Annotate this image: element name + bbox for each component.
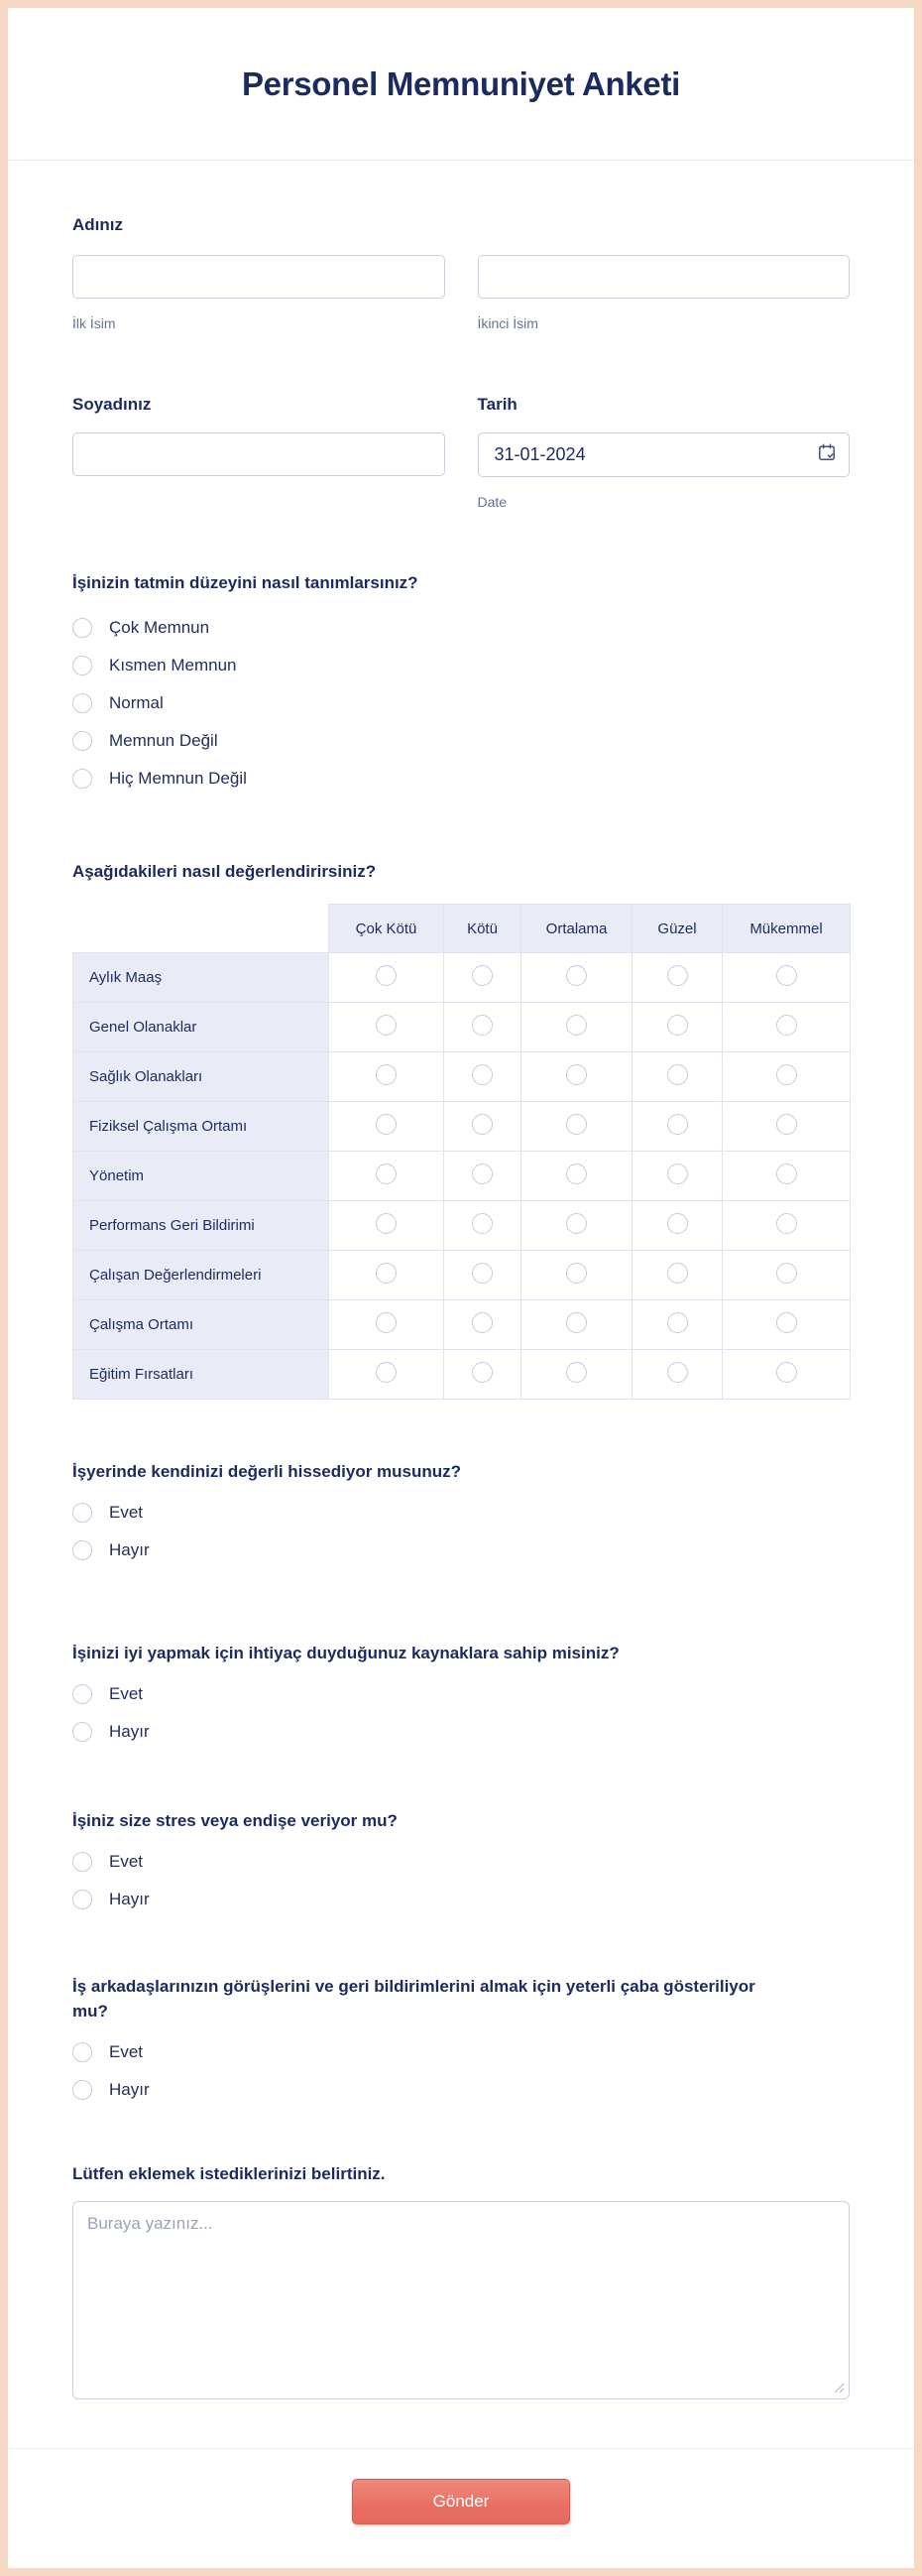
radio-button[interactable]: [72, 1684, 92, 1704]
radio-option-evet[interactable]: Evet: [72, 1675, 850, 1713]
rating-radio[interactable]: [472, 965, 493, 986]
date-input[interactable]: [493, 443, 818, 466]
table-row: Sağlık Olanakları: [73, 1052, 851, 1102]
radio-button[interactable]: [72, 1722, 92, 1742]
rating-radio[interactable]: [667, 1362, 688, 1383]
satisfaction-question-block: [72, 570, 850, 797]
radio-button[interactable]: [72, 1890, 92, 1909]
surname-label: Soyadınız: [72, 395, 152, 414]
radio-option-hayir[interactable]: Hayır: [72, 1532, 850, 1569]
first-name-sublabel: İlk İsim: [72, 315, 116, 331]
table-row: Çalışma Ortamı: [73, 1300, 851, 1350]
surname-input[interactable]: [72, 432, 445, 476]
radio-option-memnun-degil[interactable]: Memnun Değil: [72, 722, 850, 760]
valued-question: İşyerinde kendinizi değerli hissediyor musunuz?: [72, 1462, 462, 1481]
radio-button[interactable]: [72, 2042, 92, 2062]
table-row: Fiziksel Çalışma Ortamı: [73, 1102, 851, 1152]
rating-radio[interactable]: [667, 1213, 688, 1234]
column-header: Güzel: [633, 905, 723, 953]
radio-option-evet[interactable]: Evet: [72, 1843, 850, 1881]
name-label: Adınız: [72, 215, 123, 234]
satisfaction-question: İşinizin tatmin düzeyini nasıl tanımlarsınız?: [72, 573, 418, 592]
form-body: [8, 212, 914, 2448]
radio-button[interactable]: [72, 731, 92, 751]
rating-radio[interactable]: [667, 1015, 688, 1036]
column-header: Ortalama: [521, 905, 633, 953]
form-header: [8, 8, 914, 161]
rating-radio[interactable]: [776, 1015, 797, 1036]
feedback-question: İş arkadaşlarınızın görüşlerini ve geri bildirimlerini almak için yeterli çaba gösteriliyor mu?: [72, 1977, 755, 2021]
radio-option-normal[interactable]: Normal: [72, 684, 850, 722]
radio-button[interactable]: [72, 769, 92, 789]
rating-radio[interactable]: [566, 1213, 587, 1234]
column-header: Çok Kötü: [329, 905, 444, 953]
rating-radio[interactable]: [667, 1114, 688, 1135]
rating-radio[interactable]: [776, 1213, 797, 1234]
middle-name-field: [478, 255, 851, 332]
rating-radio[interactable]: [566, 1362, 587, 1383]
date-sublabel: Date: [477, 494, 508, 510]
feedback-question-block: [72, 1974, 850, 2109]
middle-name-input[interactable]: [478, 255, 851, 299]
radio-button[interactable]: [72, 693, 92, 713]
comments-textarea[interactable]: [72, 2201, 850, 2399]
stress-question: İşiniz size stres veya endişe veriyor mu?: [72, 1811, 398, 1830]
radio-option-hayir[interactable]: Hayır: [72, 1713, 850, 1751]
form-footer: [8, 2448, 914, 2524]
table-row: Aylık Maaş: [73, 953, 851, 1003]
table-row: Performans Geri Bildirimi: [73, 1201, 851, 1251]
rating-radio[interactable]: [376, 965, 397, 986]
radio-option-kismen-memnun[interactable]: Kısmen Memnun: [72, 647, 850, 684]
rating-radio[interactable]: [472, 1312, 493, 1333]
radio-button[interactable]: [72, 656, 92, 675]
rating-radio[interactable]: [667, 965, 688, 986]
name-section: [72, 212, 850, 332]
column-header: Mükemmel: [723, 905, 851, 953]
page-title: Personel Memnuniyet Anketi: [241, 65, 681, 102]
rating-radio[interactable]: [472, 1114, 493, 1135]
rating-radio[interactable]: [472, 1362, 493, 1383]
rating-radio[interactable]: [776, 1164, 797, 1184]
date-field: [478, 392, 851, 511]
radio-option-evet[interactable]: Evet: [72, 2033, 850, 2071]
rating-table: [72, 904, 851, 1400]
rating-radio[interactable]: [472, 1064, 493, 1085]
calendar-icon[interactable]: [817, 442, 837, 467]
table-row: Çalışan Değerlendirmeleri: [73, 1251, 851, 1300]
radio-option-hic-memnun-degil[interactable]: Hiç Memnun Değil: [72, 760, 850, 797]
rating-radio[interactable]: [376, 1213, 397, 1234]
surname-field: [72, 392, 445, 511]
rating-radio[interactable]: [667, 1263, 688, 1284]
rating-radio[interactable]: [776, 965, 797, 986]
rating-radio[interactable]: [376, 1164, 397, 1184]
first-name-input[interactable]: [72, 255, 445, 299]
rating-radio[interactable]: [776, 1362, 797, 1383]
date-label: Tarih: [477, 395, 518, 414]
rating-radio[interactable]: [566, 1064, 587, 1085]
survey-form-card: [8, 8, 914, 2568]
rating-radio[interactable]: [566, 1263, 587, 1284]
surname-date-section: [72, 392, 850, 511]
submit-button[interactable]: Gönder: [352, 2479, 570, 2524]
rating-radio[interactable]: [472, 1015, 493, 1036]
rating-table-block: [72, 859, 850, 1400]
first-name-field: [72, 255, 445, 332]
rating-radio[interactable]: [667, 1312, 688, 1333]
rating-radio[interactable]: [376, 1064, 397, 1085]
table-row: Eğitim Fırsatları: [73, 1350, 851, 1400]
radio-option-hayir[interactable]: Hayır: [72, 2071, 850, 2109]
rating-radio[interactable]: [376, 1312, 397, 1333]
rating-radio[interactable]: [566, 1015, 587, 1036]
rating-radio[interactable]: [776, 1114, 797, 1135]
rating-radio[interactable]: [566, 1164, 587, 1184]
rating-radio[interactable]: [566, 965, 587, 986]
table-row: Yönetim: [73, 1152, 851, 1201]
radio-option-evet[interactable]: Evet: [72, 1494, 850, 1532]
rating-radio[interactable]: [472, 1263, 493, 1284]
rating-table-question: Aşağıdakileri nasıl değerlendirirsiniz?: [72, 862, 377, 881]
middle-name-sublabel: İkinci İsim: [477, 315, 538, 331]
radio-option-cok-memnun[interactable]: Çok Memnun: [72, 609, 850, 647]
rating-radio[interactable]: [376, 1362, 397, 1383]
rating-radio[interactable]: [776, 1312, 797, 1333]
rating-radio[interactable]: [667, 1164, 688, 1184]
comments-section: [72, 2161, 850, 2399]
radio-button[interactable]: [72, 1852, 92, 1872]
rating-radio[interactable]: [667, 1064, 688, 1085]
comments-label: Lütfen eklemek istediklerinizi belirtiniz.: [72, 2164, 386, 2183]
resources-question: İşinizi iyi yapmak için ihtiyaç duyduğunuz kaynaklara sahip misiniz?: [72, 1644, 620, 1662]
radio-button[interactable]: [72, 1540, 92, 1560]
resources-question-block: [72, 1641, 850, 1751]
rating-header-row: [73, 905, 851, 953]
column-header: Kötü: [444, 905, 521, 953]
radio-button[interactable]: [72, 1503, 92, 1523]
rating-radio[interactable]: [472, 1164, 493, 1184]
rating-radio[interactable]: [376, 1015, 397, 1036]
stress-question-block: [72, 1808, 850, 1918]
rating-radio[interactable]: [376, 1114, 397, 1135]
valued-question-block: [72, 1459, 850, 1569]
rating-radio[interactable]: [776, 1064, 797, 1085]
table-row: Genel Olanaklar: [73, 1003, 851, 1052]
table-corner: [73, 905, 329, 953]
resize-handle[interactable]: [834, 2383, 845, 2393]
date-input-wrap[interactable]: [478, 432, 851, 477]
radio-button[interactable]: [72, 618, 92, 638]
rating-radio[interactable]: [776, 1263, 797, 1284]
rating-radio[interactable]: [566, 1312, 587, 1333]
rating-radio[interactable]: [376, 1263, 397, 1284]
rating-radio[interactable]: [472, 1213, 493, 1234]
rating-radio[interactable]: [566, 1114, 587, 1135]
radio-button[interactable]: [72, 2080, 92, 2100]
radio-option-hayir[interactable]: Hayır: [72, 1881, 850, 1918]
